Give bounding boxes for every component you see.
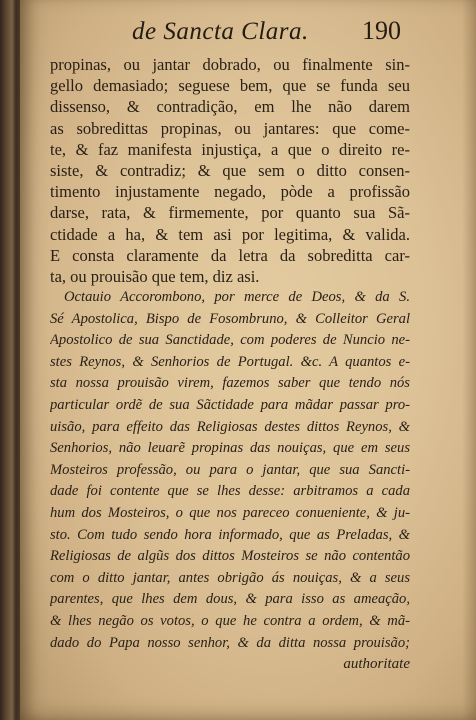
document-line: uisão, para effeito das Religiosas destes dittos Reynos, & [50,418,410,435]
text-line: E consta claramente da letra da sobreditta car- [50,245,410,265]
document-line: Religiosas de algũs dos dittos Mosteiros se não contentão [50,548,410,565]
text-line: ta, ou prouisão que tem, diz asi. [50,266,260,286]
document-line: Apostolico de sua Sanctidade, com poderes de Nuncio ne- [50,332,410,349]
document-line: & lhes negão os votos, o que he contra a ordem, & mã- [50,612,410,629]
text-line: dissenso, & contradição, em lhe não darem [50,97,410,117]
text-line: siste, & contradiz; & que sem o ditto consen- [50,160,410,180]
text-line: propinas, ou jantar dobrado, ou finalmente sin- [50,55,410,74]
document-line: sto. Com tudo sendo hora informado, que as Preladas, & [50,526,410,543]
document-line: Octauio Accorombono, por merce de Deos, & da S. [64,289,410,306]
document-line: Senhorios, não leuarẽ propinas das nouiças, que em seus [50,440,410,457]
text-line: as sobredittas propinas, ou jantares: que come- [50,118,410,138]
document-line: sta nossa prouisão virem, fazemos saber que tendo nós [50,375,410,392]
running-title: de Sancta Clara. [132,18,309,45]
page-edge-stain [462,0,476,720]
text-line: gello demasiado; seguese bem, que se funda seu [50,76,410,96]
document-line: dade foi contente que se lhes desse: arbitramos a cada [50,483,410,500]
text-line: ctidade a ha, & tem asi por legitima, & valida. [50,224,410,244]
document-line: stes Reynos, & Senhorios de Portugal. &c. A quantos e- [50,353,410,370]
page-number: 190 [362,16,401,45]
document-line: Sé Apostolica, Bispo de Fosombruno, & Colleitor Geral [50,310,410,327]
document-line: Mosteiros professão, ou para o jantar, que sua Sancti- [50,461,410,478]
document-line: particular ordẽ de sua Sãctidade para mãdar passar pro- [50,397,410,414]
page-body [50,54,410,675]
text-line: darse, rata, & firmemente, por quanto sua Sã- [50,203,410,223]
document-line: com o ditto jantar, antes obrigão ás nouiças, & a seus [50,569,410,586]
document-line: hum dos Mosteiros, o que nos pareceo conueniente, & ju- [50,505,410,521]
text-line: te, & faz manifesta injustiça, a que o direito re- [50,139,410,159]
page-header [20,16,476,50]
document-line: dado do Papa nosso senhor, & da ditta nossa prouisão; [50,634,410,651]
document-line: parentes, que lhes dem dous, & para isso as ameação, [50,591,410,608]
text-line: timento injustamente negado, pòde a profissão [50,182,410,202]
book-page [20,0,476,720]
catchword: authoritate [343,656,410,673]
